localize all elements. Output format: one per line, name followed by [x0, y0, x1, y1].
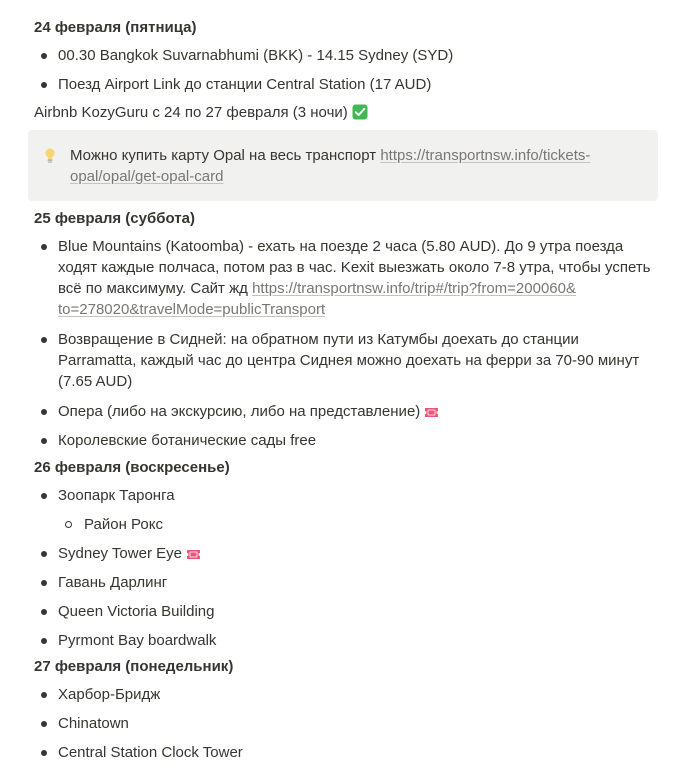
bullet-icon — [41, 53, 47, 59]
day-heading-feb-24: 24 февраля (пятница) — [34, 19, 197, 36]
check-mark-button-icon — [352, 104, 368, 120]
bullet-icon — [41, 551, 47, 557]
sub-list-item: Район Рокс — [34, 514, 642, 535]
list-item: Pyrmont Bay boardwalk — [34, 630, 642, 651]
light-bulb-icon — [43, 147, 57, 165]
day-list-feb-27 — [34, 684, 642, 763]
bullet-icon — [41, 721, 47, 727]
list-item: 00.30 Bangkok Suvarnabhumi (BKK) - 14.15 Sydney (SYD) — [34, 45, 642, 66]
hollow-bullet-icon — [65, 521, 72, 528]
train-trip-link[interactable]: https://transportnsw.info/trip#/trip?from=200060& — [252, 280, 576, 297]
list-item: Chinatown — [34, 713, 642, 734]
list-item: Королевские ботанические сады free — [34, 430, 642, 451]
bullet-icon — [41, 409, 47, 415]
train-trip-link-continued[interactable]: to=278020&travelMode=publicTransport — [58, 301, 326, 318]
day-list-feb-26 — [34, 485, 642, 651]
list-item: Blue Mountains (Katoomba) - ехать на поезде 2 часа (5.80 AUD). До 9 утра поезда ходят каждые полчаса, потом раз в час. Kexit выезжать около 7-8 утра, чтобы успеть всё по максимуму. Сайт жд https://transportnsw.info/trip#/trip?from=200060& to=278020&travelMode=publicTransport — [34, 236, 642, 320]
opal-card-link-continued[interactable]: opal/opal/get-opal-card — [70, 168, 224, 185]
bullet-icon — [41, 750, 47, 756]
list-item: Опера (либо на экскурсию, либо на представление) — [34, 401, 642, 422]
list-item: Central Station Clock Tower — [34, 742, 642, 763]
opal-card-link[interactable]: https://transportnsw.info/tickets- — [380, 147, 591, 164]
day-list-feb-25 — [34, 236, 651, 451]
callout-line-1: Можно купить карту Opal на весь транспорт https://transportnsw.info/tickets- — [70, 147, 591, 164]
day-list-feb-24 — [34, 45, 642, 95]
day-heading-feb-27: 27 февраля (понедельник) — [34, 658, 234, 675]
bullet-icon — [41, 82, 47, 88]
bullet-icon — [41, 580, 47, 586]
list-item: Гавань Дарлинг — [34, 572, 642, 593]
bullet-icon — [41, 244, 47, 250]
list-item: Queen Victoria Building — [34, 601, 642, 622]
bullet-icon — [41, 493, 47, 499]
list-item: Sydney Tower Eye — [34, 543, 642, 564]
list-item: Зоопарк Таронга — [34, 485, 642, 506]
list-item: Поезд Airport Link до станции Central Station (17 AUD) — [34, 74, 642, 95]
bullet-icon — [41, 692, 47, 698]
bullet-icon — [41, 438, 47, 444]
ticket-icon — [424, 407, 439, 418]
ticket-icon — [186, 549, 201, 560]
day-heading-feb-26: 26 февраля (воскресенье) — [34, 459, 230, 476]
bullet-icon — [41, 609, 47, 615]
day-heading-feb-25: 25 февраля (суббота) — [34, 210, 195, 227]
airbnb-line: Airbnb KozyGuru с 24 по 27 февраля (3 ночи) — [34, 102, 368, 123]
tip-callout — [28, 130, 658, 201]
list-item: Харбор-Бридж — [34, 684, 642, 705]
bullet-icon — [41, 337, 47, 343]
bullet-icon — [41, 638, 47, 644]
callout-line-2 — [70, 166, 642, 187]
list-item: Возвращение в Сидней: на обратном пути из Катумбы доехать до станции Parramatta, каждый час до центра Сиднея можно доехать на ферри за 70-90 минут (7.65 AUD) — [34, 329, 642, 392]
